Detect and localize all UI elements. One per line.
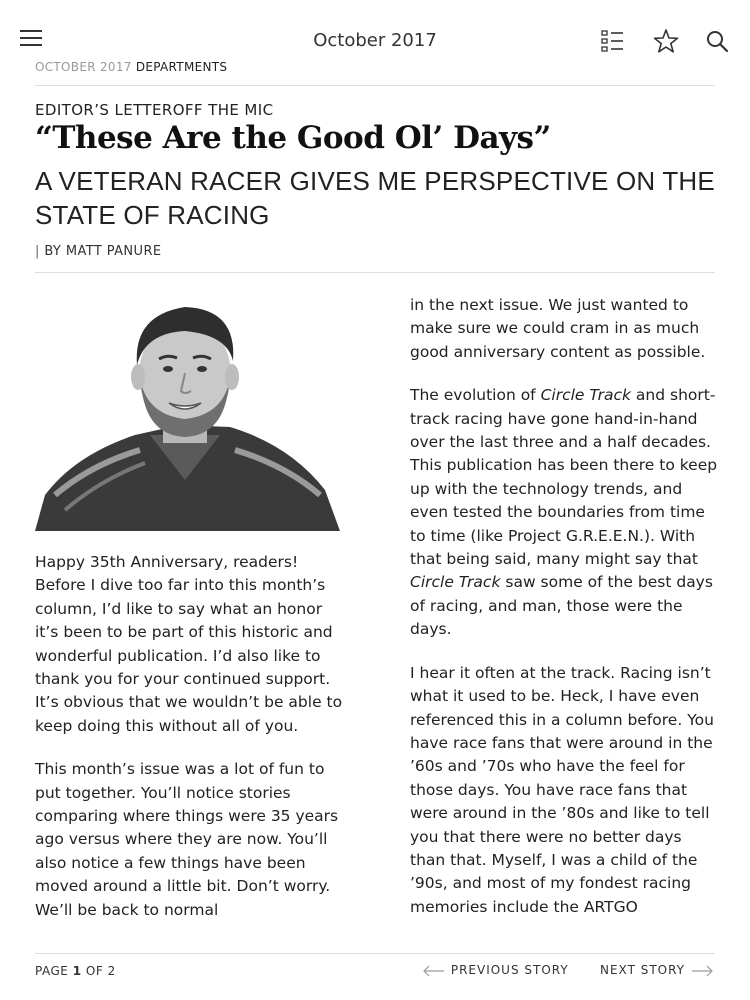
article-deck: A VETERAN RACER GIVES ME PERSPECTIVE ON THE STATE OF RACING [35,166,715,230]
star-icon[interactable] [653,28,679,54]
issue-title: October 2017 [313,30,437,51]
breadcrumb [35,60,227,74]
body-paragraph [35,551,350,738]
lead-in: Happy 35th Anniversary, [35,553,229,571]
arrow-right-icon [690,965,714,977]
article-headline: “These Are the Good Ol’ Days” [35,120,551,156]
byline-separator: | [35,244,40,259]
top-bar [0,0,750,60]
breadcrumb-section[interactable]: DEPARTMENTS [135,60,228,74]
page-of: OF [85,964,104,978]
breadcrumb-issue[interactable]: OCTOBER 2017 [35,60,132,74]
page-prefix: PAGE [35,964,69,978]
byline-prefix: BY [44,244,62,259]
next-story-label: NEXT STORY [600,963,686,977]
page-indicator [35,964,116,978]
arrow-left-icon [422,965,446,977]
paragraph-text: saw some of the best days of racing, and man, those were the days. [410,573,713,639]
body-paragraph: This month’s issue was a lot of fun to put together. You’ll notice stories comparing where things were 35 years ago versus where they are now. You’ll also notice a few things have been moved around a little bit. Don’t worry. We’ll be back to normal [35,760,339,919]
previous-story-button[interactable] [422,963,569,977]
magazine-title: Circle Track [540,386,631,405]
paragraph-text: readers! Before I dive too far into this month’s column, I’d like to say what an honor it’s been to be part of this historic and wonderful publication. I’d also like to thank you for your continued support. It’s obvious that we wouldn’t be able to keep doing this without all of you. [35,553,343,735]
body-paragraph [410,384,720,641]
divider [35,953,715,954]
article-body-right-column [410,294,720,939]
paragraph-text: and short-track racing have gone hand-in-hand over the last three and a half decades. This publication has been there to keep up with the technology trends, and even tested the boundaries from time to time (like Project G.R.E.E.N.). With that being said, many might say that [410,386,718,569]
body-paragraph: in the next issue. We just wanted to make sure we could cram in as much good anniversary content as possible. [410,296,706,361]
page-total: 2 [107,964,116,978]
table-of-contents-icon[interactable] [601,30,625,52]
article-kicker: EDITOR’S LETTEROFF THE MIC [35,101,274,119]
byline [35,244,162,259]
article-body-left-column [35,551,350,942]
paragraph-text: The evolution of [410,386,541,405]
byline-author: MATT PANURE [65,244,162,259]
author-portrait-image [35,295,340,531]
divider [35,85,715,86]
body-paragraph: I hear it often at the track. Racing isn’t what it used to be. Heck, I have even referenced this in a column before. You have race fans that were around in the ’60s and ’70s who have the feel for those days. You have race fans that were around in the ’80s and like to tell you that there were no better days than that. Myself, I was a child of the ’90s, and most of my fondest racing memories include the ARTGO [410,663,714,916]
next-story-button[interactable] [600,963,714,977]
search-icon[interactable] [705,29,729,53]
page-current: 1 [72,964,82,978]
magazine-title: Circle Track [410,573,501,592]
divider [35,272,715,273]
previous-story-label: PREVIOUS STORY [450,963,569,977]
